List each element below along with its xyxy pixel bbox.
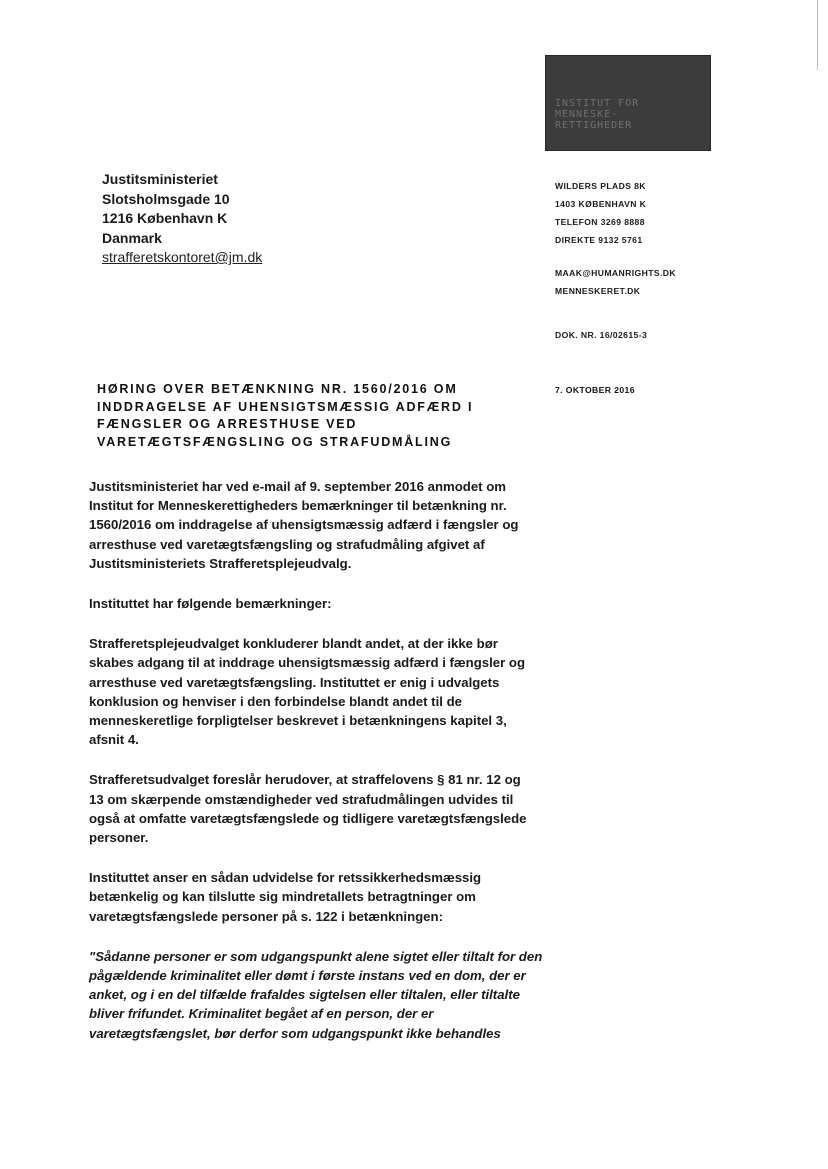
- body-line: menneskeretlige forpligtelser beskrevet i betænkningens kapitel 3,: [89, 713, 507, 729]
- paragraph-4: [89, 770, 549, 847]
- sender-street: WILDERS PLADS 8K: [555, 181, 646, 191]
- sender-phone: TELEFON 3269 8888: [555, 217, 645, 227]
- sender-website: MENNESKERET.DK: [555, 286, 641, 296]
- institute-logo: [545, 55, 711, 151]
- letter-date: 7. OKTOBER 2016: [555, 385, 635, 395]
- heading-line: VARETÆGTSFÆNGSLING OG STRAFUDMÅLING: [97, 434, 453, 449]
- quote-line: anket, og i en del tilfælde frafaldes sigtelsen eller tiltalen, eller tiltalte: [89, 987, 520, 1003]
- recipient-address: [102, 170, 262, 268]
- spacer: [555, 300, 676, 326]
- body-line: skabes adgang til at inddrage uhensigtsmæssig adfærd i fængsler og: [89, 655, 526, 671]
- body-line: Strafferetsudvalget foreslår herudover, at straffelovens § 81 nr. 12 og: [89, 772, 521, 788]
- paragraph-1: [89, 477, 549, 573]
- body-line: konklusion og henviser i den forbindelse blandt andet til de: [89, 693, 462, 709]
- body-line: Justitsministeriet har ved e-mail af 9. september 2016 anmodet om: [89, 479, 507, 494]
- body-line: Institut for Menneskerettigheders bemærkninger til betænkning nr.: [89, 498, 507, 514]
- recipient-city: 1216 København K: [102, 210, 228, 226]
- logo-text: [555, 98, 639, 131]
- paragraph-3: [89, 634, 549, 749]
- recipient-country: Danmark: [102, 229, 162, 246]
- logo-line-1: INSTITUT FOR: [555, 98, 640, 109]
- letter-body: [89, 477, 549, 1064]
- body-line: Justitsministeriets Strafferetsplejeudvalg.: [89, 555, 352, 571]
- sender-block: [555, 177, 676, 344]
- logo-line-2: MENNESKE-: [555, 109, 619, 120]
- quote-line: "Sådanne personer er som udgangspunkt alene sigtet eller tiltalt for den: [89, 948, 543, 964]
- heading-line: FÆNGSLER OG ARRESTHUSE VED: [97, 417, 358, 431]
- body-line: personer.: [89, 830, 149, 846]
- body-line: varetægtsfængslede personer på s. 122 i betænkningen:: [89, 908, 443, 924]
- heading-line: HØRING OVER BETÆNKNING NR. 1560/2016 OM: [97, 382, 458, 396]
- spacer: [555, 249, 676, 264]
- quote-line: bliver frifundet. Kriminalitet begået af en person, der er: [89, 1006, 434, 1022]
- sender-city: 1403 KØBENHAVN K: [555, 199, 647, 209]
- scan-edge-line: [817, 0, 818, 70]
- quote-line: varetægtsfængslet, bør derfor som udgangspunkt ikke behandles: [89, 1025, 501, 1041]
- body-line: også at omfatte varetægtsfængslede og tidligere varetægtsfængslede: [89, 810, 527, 826]
- logo-line-3: RETTIGHEDER: [555, 120, 633, 131]
- paragraph-2: [89, 594, 549, 613]
- sender-email: MAAK@HUMANRIGHTS.DK: [555, 268, 677, 278]
- body-line: arresthuse ved varetægtsfængsling og strafudmåling afgivet af: [89, 536, 485, 552]
- heading-line: INDDRAGELSE AF UHENSIGTSMÆSSIG ADFÆRD I: [97, 399, 474, 414]
- body-line: 13 om skærpende omstændigheder ved strafudmålingen udvides til: [89, 791, 514, 807]
- body-line: afsnit 4.: [89, 732, 139, 748]
- body-line: Strafferetsplejeudvalget konkluderer blandt andet, at der ikke bør: [89, 636, 498, 652]
- quotation: [89, 947, 549, 1043]
- recipient-street: Slotsholmsgade 10: [102, 190, 230, 207]
- recipient-email-link[interactable]: strafferetskontoret@jm.dk: [102, 249, 263, 265]
- recipient-name: Justitsministeriet: [102, 171, 218, 187]
- body-line: betænkelig og kan tilslutte sig mindretallets betragtninger om: [89, 889, 476, 905]
- body-line: arresthuse ved varetægtsfængsling. Instituttet er enig i udvalgets: [89, 674, 500, 690]
- sender-direct-phone: DIREKTE 9132 5761: [555, 235, 643, 245]
- body-line: Instituttet har følgende bemærkninger:: [89, 596, 332, 612]
- document-number: DOK. NR. 16/02615-3: [555, 330, 648, 340]
- body-line: 1560/2016 om inddragelse af uhensigtsmæssig adfærd i fængsler og: [89, 517, 519, 533]
- quote-line: pågældende kriminalitet eller dømt i første instans ved en dom, der er: [89, 968, 526, 984]
- letter-heading: [97, 381, 517, 451]
- paragraph-5: [89, 868, 549, 926]
- body-line: Instituttet anser en sådan udvidelse for retssikkerhedsmæssig: [89, 870, 482, 886]
